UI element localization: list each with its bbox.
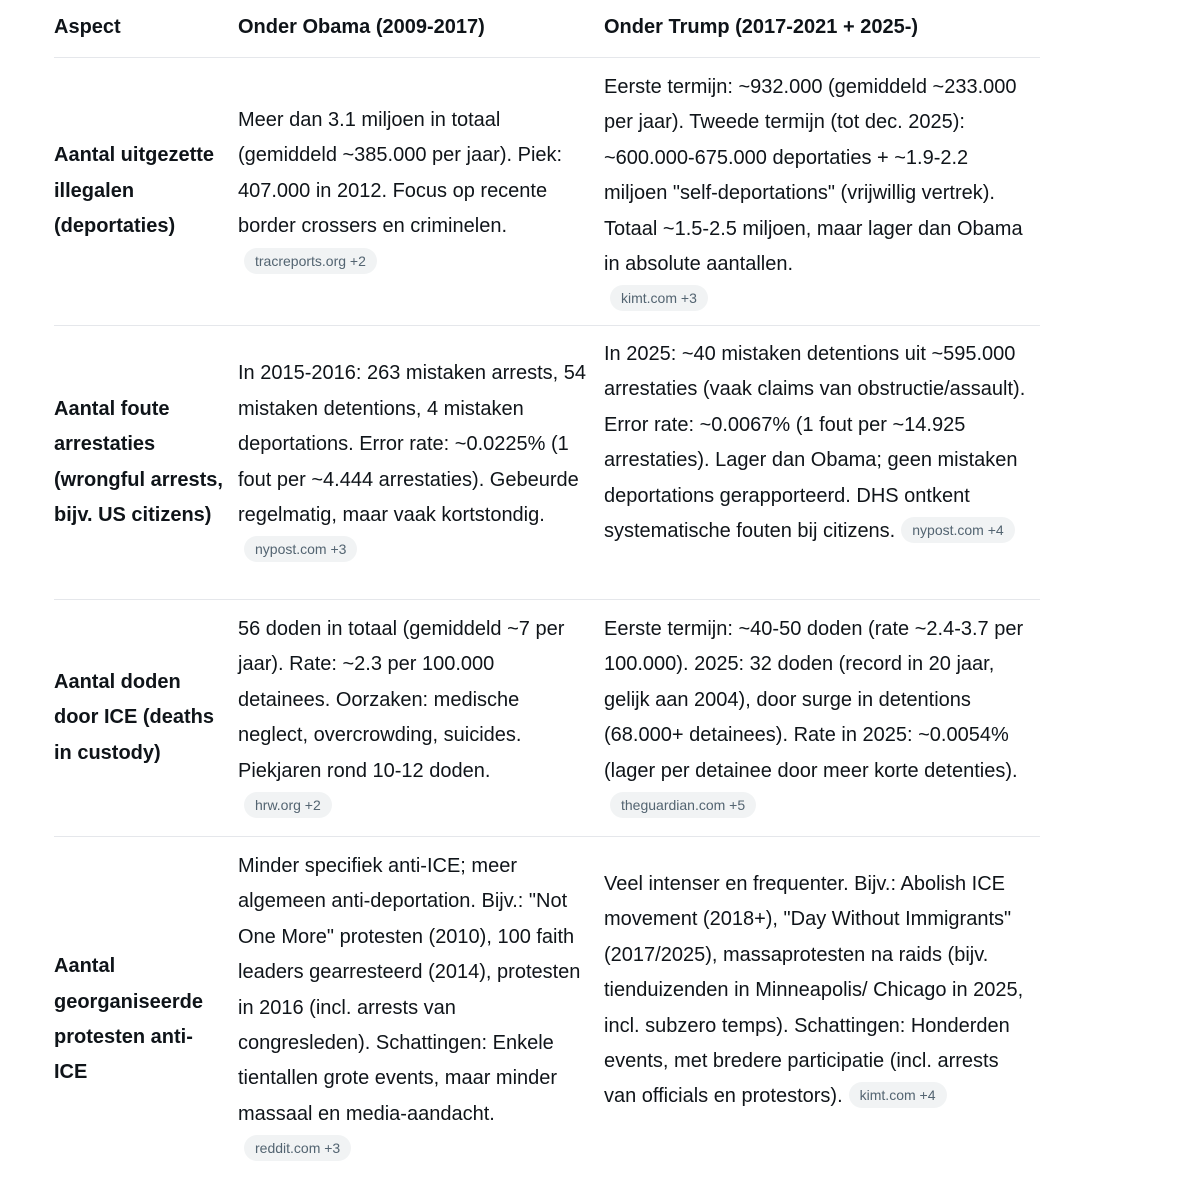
- source-chip[interactable]: kimt.com +3: [610, 285, 708, 311]
- obama-cell: [238, 326, 588, 599]
- obama-text: Minder specifiek anti-ICE; meer algemeen anti-deportation. Bijv.: "Not One More" protesten (2010), 100 faith leaders gearresteerd (2014), protesten in 2016 (incl. arrests van congresleden). Schattingen: Enkele tientallen grote events, maar minder massaal en media-aandacht.: [238, 855, 581, 1125]
- aspect-label: Aantal georganiseerde protesten anti-ICE: [54, 955, 203, 1084]
- aspect-label: Aantal doden door ICE (deaths in custody): [54, 670, 215, 764]
- trump-cell: [604, 70, 1034, 318]
- header-aspect: Aspect: [54, 16, 121, 38]
- table-row: [54, 600, 1040, 837]
- header-obama: Onder Obama (2009-2017): [238, 16, 485, 38]
- table-row: [54, 58, 1040, 326]
- aspect-cell: [54, 837, 226, 1203]
- comparison-table: [54, 0, 1040, 1203]
- source-chip[interactable]: kimt.com +4: [849, 1082, 947, 1108]
- source-chip[interactable]: reddit.com +3: [244, 1135, 351, 1161]
- aspect-label: Aantal foute arrestaties (wrongful arrests, bijv. US citizens): [54, 397, 223, 526]
- trump-text: Veel intenser en frequenter. Bijv.: Abolish ICE movement (2018+), "Day Without Immigrants" (2017/2025), massaprotesten na raids (bijv. tienduizenden in Minneapolis/ Chicago in 2025, incl. subzero temps). Schattingen: Honderden events, met bredere participatie (incl. arrests van officials en protestors).: [604, 873, 1024, 1108]
- obama-cell: [238, 849, 588, 1168]
- obama-text: 56 doden in totaal (gemiddeld ~7 per jaar). Rate: ~2.3 per 100.000 detainees. Oorzaken: medische neglect, overcrowding, suicides. Piekjaren rond 10-12 doden.: [238, 618, 565, 782]
- obama-text: In 2015-2016: 263 mistaken arrests, 54 mistaken detentions, 4 mistaken deportations. Error rate: ~0.0225% (1 fout per ~4.444 arrestaties). Gebeurde regelmatig, maar vaak kortstondig.: [238, 362, 586, 526]
- table-row: [54, 326, 1040, 600]
- obama-cell: [238, 58, 588, 325]
- source-chip[interactable]: theguardian.com +5: [610, 792, 756, 818]
- aspect-cell: [54, 600, 226, 836]
- aspect-label: Aantal uitgezette illegalen (deportaties): [54, 144, 215, 238]
- trump-text: Eerste termijn: ~40-50 doden (rate ~2.4-3.7 per 100.000). 2025: 32 doden (record in 20 jaar, gelijk aan 2004), door surge in detentions (68.000+ detainees). Rate in 2025: ~0.0054% (lager per detainee door meer korte detenties).: [604, 618, 1024, 782]
- obama-text: Meer dan 3.1 miljoen in totaal (gemiddeld ~385.000 per jaar). Piek: 407.000 in 2012. Focus op recente border crossers en criminelen.: [238, 108, 563, 238]
- trump-cell: [604, 337, 1034, 549]
- header-trump: Onder Trump (2017-2021 + 2025-): [604, 16, 919, 38]
- table-header: [54, 0, 1040, 58]
- trump-cell: [604, 612, 1034, 824]
- table-row: [54, 837, 1040, 1203]
- aspect-cell: [54, 326, 226, 599]
- source-chip[interactable]: tracreports.org +2: [244, 248, 377, 274]
- trump-text: In 2025: ~40 mistaken detentions uit ~595.000 arrestaties (vaak claims van obstructie/assault). Error rate: ~0.0067% (1 fout per ~14.925 arrestaties). Lager dan Obama; geen mistaken deportations gerapporteerd. DHS ontkent systematische fouten bij citizens.: [604, 343, 1026, 543]
- trump-cell: [604, 867, 1034, 1115]
- source-chip[interactable]: nypost.com +3: [244, 536, 357, 562]
- obama-cell: [238, 612, 588, 824]
- aspect-cell: [54, 58, 226, 325]
- source-chip[interactable]: nypost.com +4: [901, 517, 1014, 543]
- source-chip[interactable]: hrw.org +2: [244, 792, 332, 818]
- trump-text: Eerste termijn: ~932.000 (gemiddeld ~233.000 per jaar). Tweede termijn (tot dec. 2025): ~600.000-675.000 deportaties + ~1.9-2.2 miljoen "self-deportations" (vrijwillig vertrek). Totaal ~1.5-2.5 miljoen, maar lager dan Obama in absolute aantallen.: [604, 76, 1023, 276]
